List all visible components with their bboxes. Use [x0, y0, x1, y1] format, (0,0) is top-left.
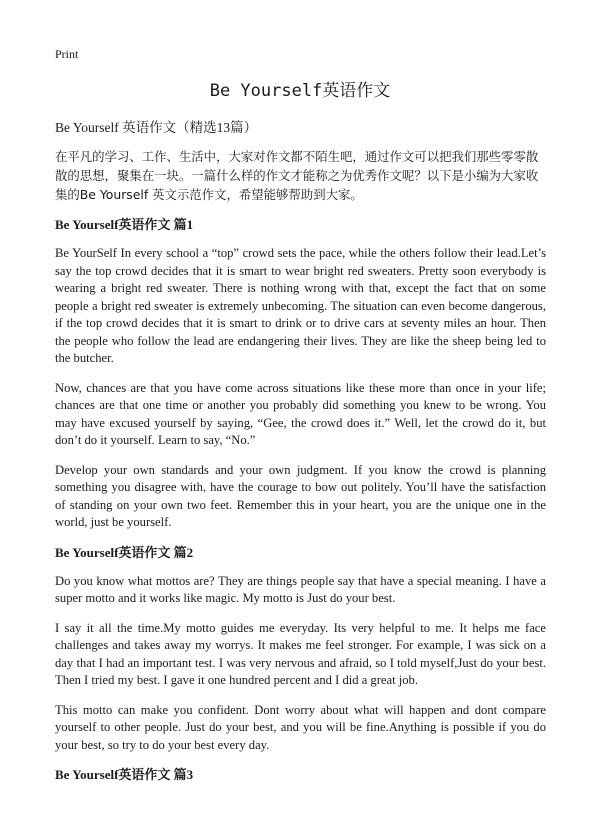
document-subtitle: Be Yourself 英语作文（精选13篇） — [55, 120, 258, 135]
essay-section-1 — [55, 216, 546, 532]
document-body — [55, 119, 546, 795]
intro-paragraph: 在平凡的学习、工作、生活中，大家对作文都不陌生吧，通过作文可以把我们那些零零散散的思想，聚集在一块。一篇什么样的作文才能称之为优秀作文呢？以下是小编为大家收集的Be Yourself 英文示范作文，希望能够帮助到大家。 — [55, 149, 539, 202]
essay-section-3 — [55, 766, 546, 784]
section-heading: Be Yourself英语作文 篇3 — [55, 767, 194, 782]
section-paragraph: Be YourSelf In every school a “top” crowd sets the pace, while the others follow their lead.Let’s say the top crowd decides that it is smart to wear bright red sweaters. Pretty soon everybody is wearing a bright red sweater. There is nothing wrong with that, except the fact that on some people a bright red sweater is extremely unbecoming. The situation can even become dangerous, if the top crowd decides that it is smart to drink or to drive cars at seventy miles an hour. Then the people who follow the lead are endangering their lives. They are like the sheep being led to the butcher. — [55, 246, 546, 365]
print-label: Print — [55, 47, 79, 61]
essay-section-2 — [55, 544, 546, 755]
section-paragraph: This motto can make you confident. Dont worry about what will happen and dont compare yourself to other people. Just do your best, and you will be fine.Anything is possible if you do your best, so try to do your best every day. — [55, 702, 546, 752]
section-heading: Be Yourself英语作文 篇1 — [55, 217, 194, 232]
section-heading: Be Yourself英语作文 篇2 — [55, 544, 194, 560]
section-paragraph: Do you know what mottos are? They are things people say that have a special meaning. I have a super motto and it works like magic. My motto is Just do your best. — [55, 573, 546, 605]
section-paragraph: Now, chances are that you have come across situations like these more than once in your life; chances are that one time or another you probably did something you knew to be wrong. You may have excused yourself by saying, “Gee, the crowd does it.” Well, let the crowd do it, but don’t do it yourself. Learn to say, “No.” — [55, 380, 546, 447]
section-paragraph: Develop your own standards and your own judgment. If you know the crowd is planning something you disagree with, have the courage to bow out politely. You’ll have the satisfaction of standing on your own two feet. Remember this in your heart, you are the unique one in the world, just be yourself. — [55, 462, 546, 529]
document-title: Be Yourself英语作文 — [209, 81, 391, 101]
section-paragraph: I say it all the time.My motto guides me everyday. Its very helpful to me. It helps me face challenges and takes away my worrys. It makes me feel stronger. For example, I was sick on a day that I had an important test. I was very nervous and afraid, so I told myself,Just do your best. Then I tried my best. I gave it one hundred percent and I did a great job. — [55, 620, 546, 687]
